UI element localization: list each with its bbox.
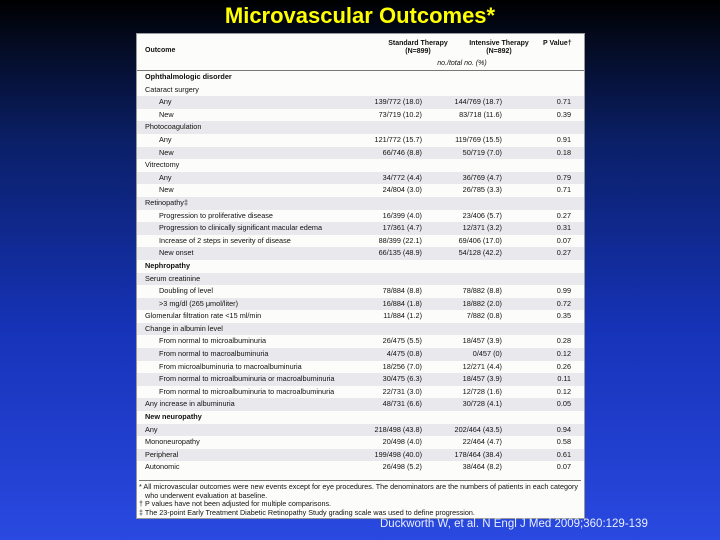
- row-label: New: [159, 185, 174, 195]
- p-value-cell: 0.05: [556, 399, 571, 409]
- row-label: Mononeuropathy: [145, 437, 200, 447]
- table-row: [137, 373, 584, 386]
- intensive-therapy-cell: 202/464 (43.5): [454, 424, 502, 434]
- row-label: Any: [145, 424, 158, 434]
- p-value-cell: 0.27: [556, 248, 571, 258]
- standard-therapy-cell: 48/731 (6.6): [382, 399, 422, 409]
- p-value-cell: 0.12: [556, 386, 571, 396]
- intensive-therapy-cell: 78/882 (8.8): [462, 286, 502, 296]
- row-label: Cataract surgery: [145, 84, 199, 94]
- table-row: [137, 386, 584, 399]
- intensive-therapy-cell: 50/719 (7.0): [462, 147, 502, 157]
- header-intensive-n: (N=892): [486, 48, 512, 55]
- row-label: Serum creatinine: [145, 273, 201, 283]
- row-label: Progression to proliferative disease: [159, 210, 273, 220]
- table-footnotes: [139, 480, 581, 517]
- intensive-therapy-cell: 69/406 (17.0): [458, 235, 502, 245]
- table-row: [137, 323, 584, 336]
- standard-therapy-cell: 30/475 (6.3): [382, 374, 422, 384]
- intensive-therapy-cell: 54/128 (42.2): [458, 248, 502, 258]
- row-label: Glomerular filtration rate <15 ml/min: [145, 311, 262, 321]
- p-value-cell: 0.71: [556, 97, 571, 107]
- intensive-therapy-cell: 12/271 (4.4): [462, 361, 502, 371]
- table-row: [137, 436, 584, 449]
- p-value-cell: 0.94: [556, 424, 571, 434]
- table-row: [137, 184, 584, 197]
- p-value-cell: 0.12: [556, 349, 571, 359]
- row-label: Progression to clinically significant macular edema: [159, 223, 323, 233]
- standard-therapy-cell: 78/884 (8.8): [382, 286, 422, 296]
- standard-therapy-cell: 218/498 (43.8): [374, 424, 422, 434]
- table-row: [137, 121, 584, 134]
- row-label: New onset: [159, 248, 194, 258]
- table-row: [137, 285, 584, 298]
- p-value-cell: 0.35: [556, 311, 571, 321]
- p-value-cell: 0.72: [556, 298, 571, 308]
- standard-therapy-cell: 11/884 (1.2): [383, 311, 422, 321]
- intensive-therapy-cell: 30/728 (4.1): [462, 399, 502, 409]
- p-value-cell: 0.07: [556, 235, 571, 245]
- standard-therapy-cell: 121/772 (15.7): [374, 134, 422, 144]
- intensive-therapy-cell: 178/464 (38.4): [454, 449, 502, 459]
- row-label: Retinopathy‡: [145, 197, 189, 207]
- p-value-cell: 0.71: [556, 185, 571, 195]
- table-row: [137, 247, 584, 260]
- footnote: * All microvascular outcomes were new events except for eye procedures. The denominators are the numbers of patients in each category who underwent evaluation at baseline.: [139, 482, 578, 500]
- table-row: [137, 134, 584, 147]
- intensive-therapy-cell: 18/457 (3.9): [462, 336, 502, 346]
- footnote: † P values have not been adjusted for multiple comparisons.: [139, 499, 332, 509]
- row-label: >3 mg/dl (265 μmol/liter): [159, 298, 239, 308]
- intensive-therapy-cell: 26/785 (3.3): [462, 185, 502, 195]
- standard-therapy-cell: 88/399 (22.1): [378, 235, 422, 245]
- header-outcome: Outcome: [145, 47, 176, 54]
- row-label: Vitrectomy: [145, 160, 180, 170]
- header-standard-therapy: [378, 40, 458, 56]
- p-value-cell: 0.27: [556, 210, 571, 220]
- p-value-cell: 0.58: [556, 437, 571, 447]
- table-row: [137, 210, 584, 223]
- p-value-cell: 0.79: [556, 172, 571, 182]
- citation: Duckworth W, et al. N Engl J Med 2009;360:129-139: [380, 518, 648, 530]
- standard-therapy-cell: 17/361 (4.7): [382, 223, 422, 233]
- standard-therapy-cell: 26/498 (5.2): [382, 462, 422, 472]
- p-value-cell: 0.26: [556, 361, 571, 371]
- table-body: [137, 71, 584, 474]
- table-row: [137, 260, 584, 273]
- header-intensive-label: Intensive Therapy: [469, 40, 529, 47]
- table-row: [137, 273, 584, 286]
- standard-therapy-cell: 66/746 (8.8): [382, 147, 422, 157]
- table-row: [137, 109, 584, 122]
- header-standard-label: Standard Therapy: [388, 40, 448, 47]
- standard-therapy-cell: 20/498 (4.0): [382, 437, 422, 447]
- row-label: From microalbuminuria to macroalbuminuria: [159, 361, 302, 371]
- standard-therapy-cell: 139/772 (18.0): [374, 97, 422, 107]
- table-row: [137, 235, 584, 248]
- table-row: [137, 197, 584, 210]
- standard-therapy-cell: 16/399 (4.0): [382, 210, 422, 220]
- table-row: [137, 398, 584, 411]
- table-row: [137, 310, 584, 323]
- p-value-cell: 0.39: [556, 109, 571, 119]
- row-label: From normal to microalbuminuria to macroalbuminuria: [159, 386, 335, 396]
- row-label: Any increase in albuminuria: [145, 399, 235, 409]
- standard-therapy-cell: 73/719 (10.2): [378, 109, 422, 119]
- table-row: [137, 361, 584, 374]
- standard-therapy-cell: 34/772 (4.4): [382, 172, 422, 182]
- outcomes-table: [136, 33, 585, 519]
- row-label: From normal to microalbuminuria or macroalbuminuria: [159, 374, 335, 384]
- p-value-cell: 0.31: [556, 223, 571, 233]
- p-value-cell: 0.28: [556, 336, 571, 346]
- row-label: Any: [159, 134, 172, 144]
- p-value-cell: 0.07: [556, 462, 571, 472]
- intensive-therapy-cell: 0/457 (0): [472, 349, 502, 359]
- row-label: Nephropathy: [145, 260, 190, 270]
- intensive-therapy-cell: 18/457 (3.9): [462, 374, 502, 384]
- intensive-therapy-cell: 38/464 (8.2): [462, 462, 502, 472]
- row-label: Increase of 2 steps in severity of disease: [159, 235, 291, 245]
- p-value-cell: 0.18: [556, 147, 571, 157]
- intensive-therapy-cell: 7/882 (0.8): [466, 311, 502, 321]
- row-label: New neuropathy: [145, 412, 202, 422]
- standard-therapy-cell: 16/884 (1.8): [382, 298, 422, 308]
- standard-therapy-cell: 22/731 (3.0): [382, 386, 422, 396]
- intensive-therapy-cell: 18/882 (2.0): [462, 298, 502, 308]
- table-row: [137, 449, 584, 462]
- p-value-cell: 0.11: [557, 374, 571, 384]
- standard-therapy-cell: 18/256 (7.0): [382, 361, 422, 371]
- row-label: From normal to macroalbuminuria: [159, 349, 269, 359]
- header-p-value: P Value†: [543, 40, 572, 47]
- p-value-cell: 0.99: [556, 286, 571, 296]
- row-label: Peripheral: [145, 449, 179, 459]
- intensive-therapy-cell: 36/769 (4.7): [462, 172, 502, 182]
- row-label: New: [159, 147, 174, 157]
- row-label: Change in albumin level: [145, 323, 223, 333]
- intensive-therapy-cell: 22/464 (4.7): [462, 437, 502, 447]
- row-label: Photocoagulation: [145, 122, 202, 132]
- row-label: Autonomic: [145, 462, 180, 472]
- table-row: [137, 335, 584, 348]
- row-label: Any: [159, 97, 172, 107]
- table-row: [137, 348, 584, 361]
- standard-therapy-cell: 199/498 (40.0): [374, 449, 422, 459]
- intensive-therapy-cell: 23/406 (5.7): [462, 210, 502, 220]
- intensive-therapy-cell: 12/371 (3.2): [462, 223, 502, 233]
- table-row: [137, 159, 584, 172]
- standard-therapy-cell: 66/135 (48.9): [378, 248, 422, 258]
- header-intensive-therapy: [459, 40, 539, 56]
- table-row: [137, 96, 584, 109]
- table-row: [137, 222, 584, 235]
- intensive-therapy-cell: 144/769 (18.7): [454, 97, 502, 107]
- table-row: [137, 424, 584, 437]
- standard-therapy-cell: 26/475 (5.5): [382, 336, 422, 346]
- intensive-therapy-cell: 119/769 (15.5): [455, 134, 502, 144]
- standard-therapy-cell: 24/804 (3.0): [382, 185, 422, 195]
- row-label: Doubling of level: [159, 286, 213, 296]
- row-label: Ophthalmologic disorder: [145, 72, 232, 81]
- footnote: ‡ The 23-point Early Treatment Diabetic Retinopathy Study grading scale was used to define progression.: [139, 507, 475, 517]
- table-header: [137, 34, 584, 71]
- table-row: [137, 461, 584, 474]
- intensive-therapy-cell: 12/728 (1.6): [462, 386, 502, 396]
- slide-title: Microvascular Outcomes*: [224, 3, 496, 28]
- row-label: Any: [159, 172, 172, 182]
- p-value-cell: 0.91: [556, 134, 571, 144]
- table-row: [137, 172, 584, 185]
- row-label: New: [159, 109, 174, 119]
- table-row: [137, 147, 584, 160]
- header-standard-n: (N=899): [405, 48, 431, 55]
- p-value-cell: 0.61: [556, 449, 571, 459]
- table-row: [137, 411, 584, 424]
- header-units: no./total no. (%): [437, 60, 487, 67]
- row-label: From normal to microalbuminuria: [159, 336, 267, 346]
- table-row: [137, 298, 584, 311]
- intensive-therapy-cell: 83/718 (11.6): [459, 109, 502, 119]
- standard-therapy-cell: 4/475 (0.8): [386, 349, 422, 359]
- table-row: [137, 71, 584, 84]
- table-row: [137, 84, 584, 97]
